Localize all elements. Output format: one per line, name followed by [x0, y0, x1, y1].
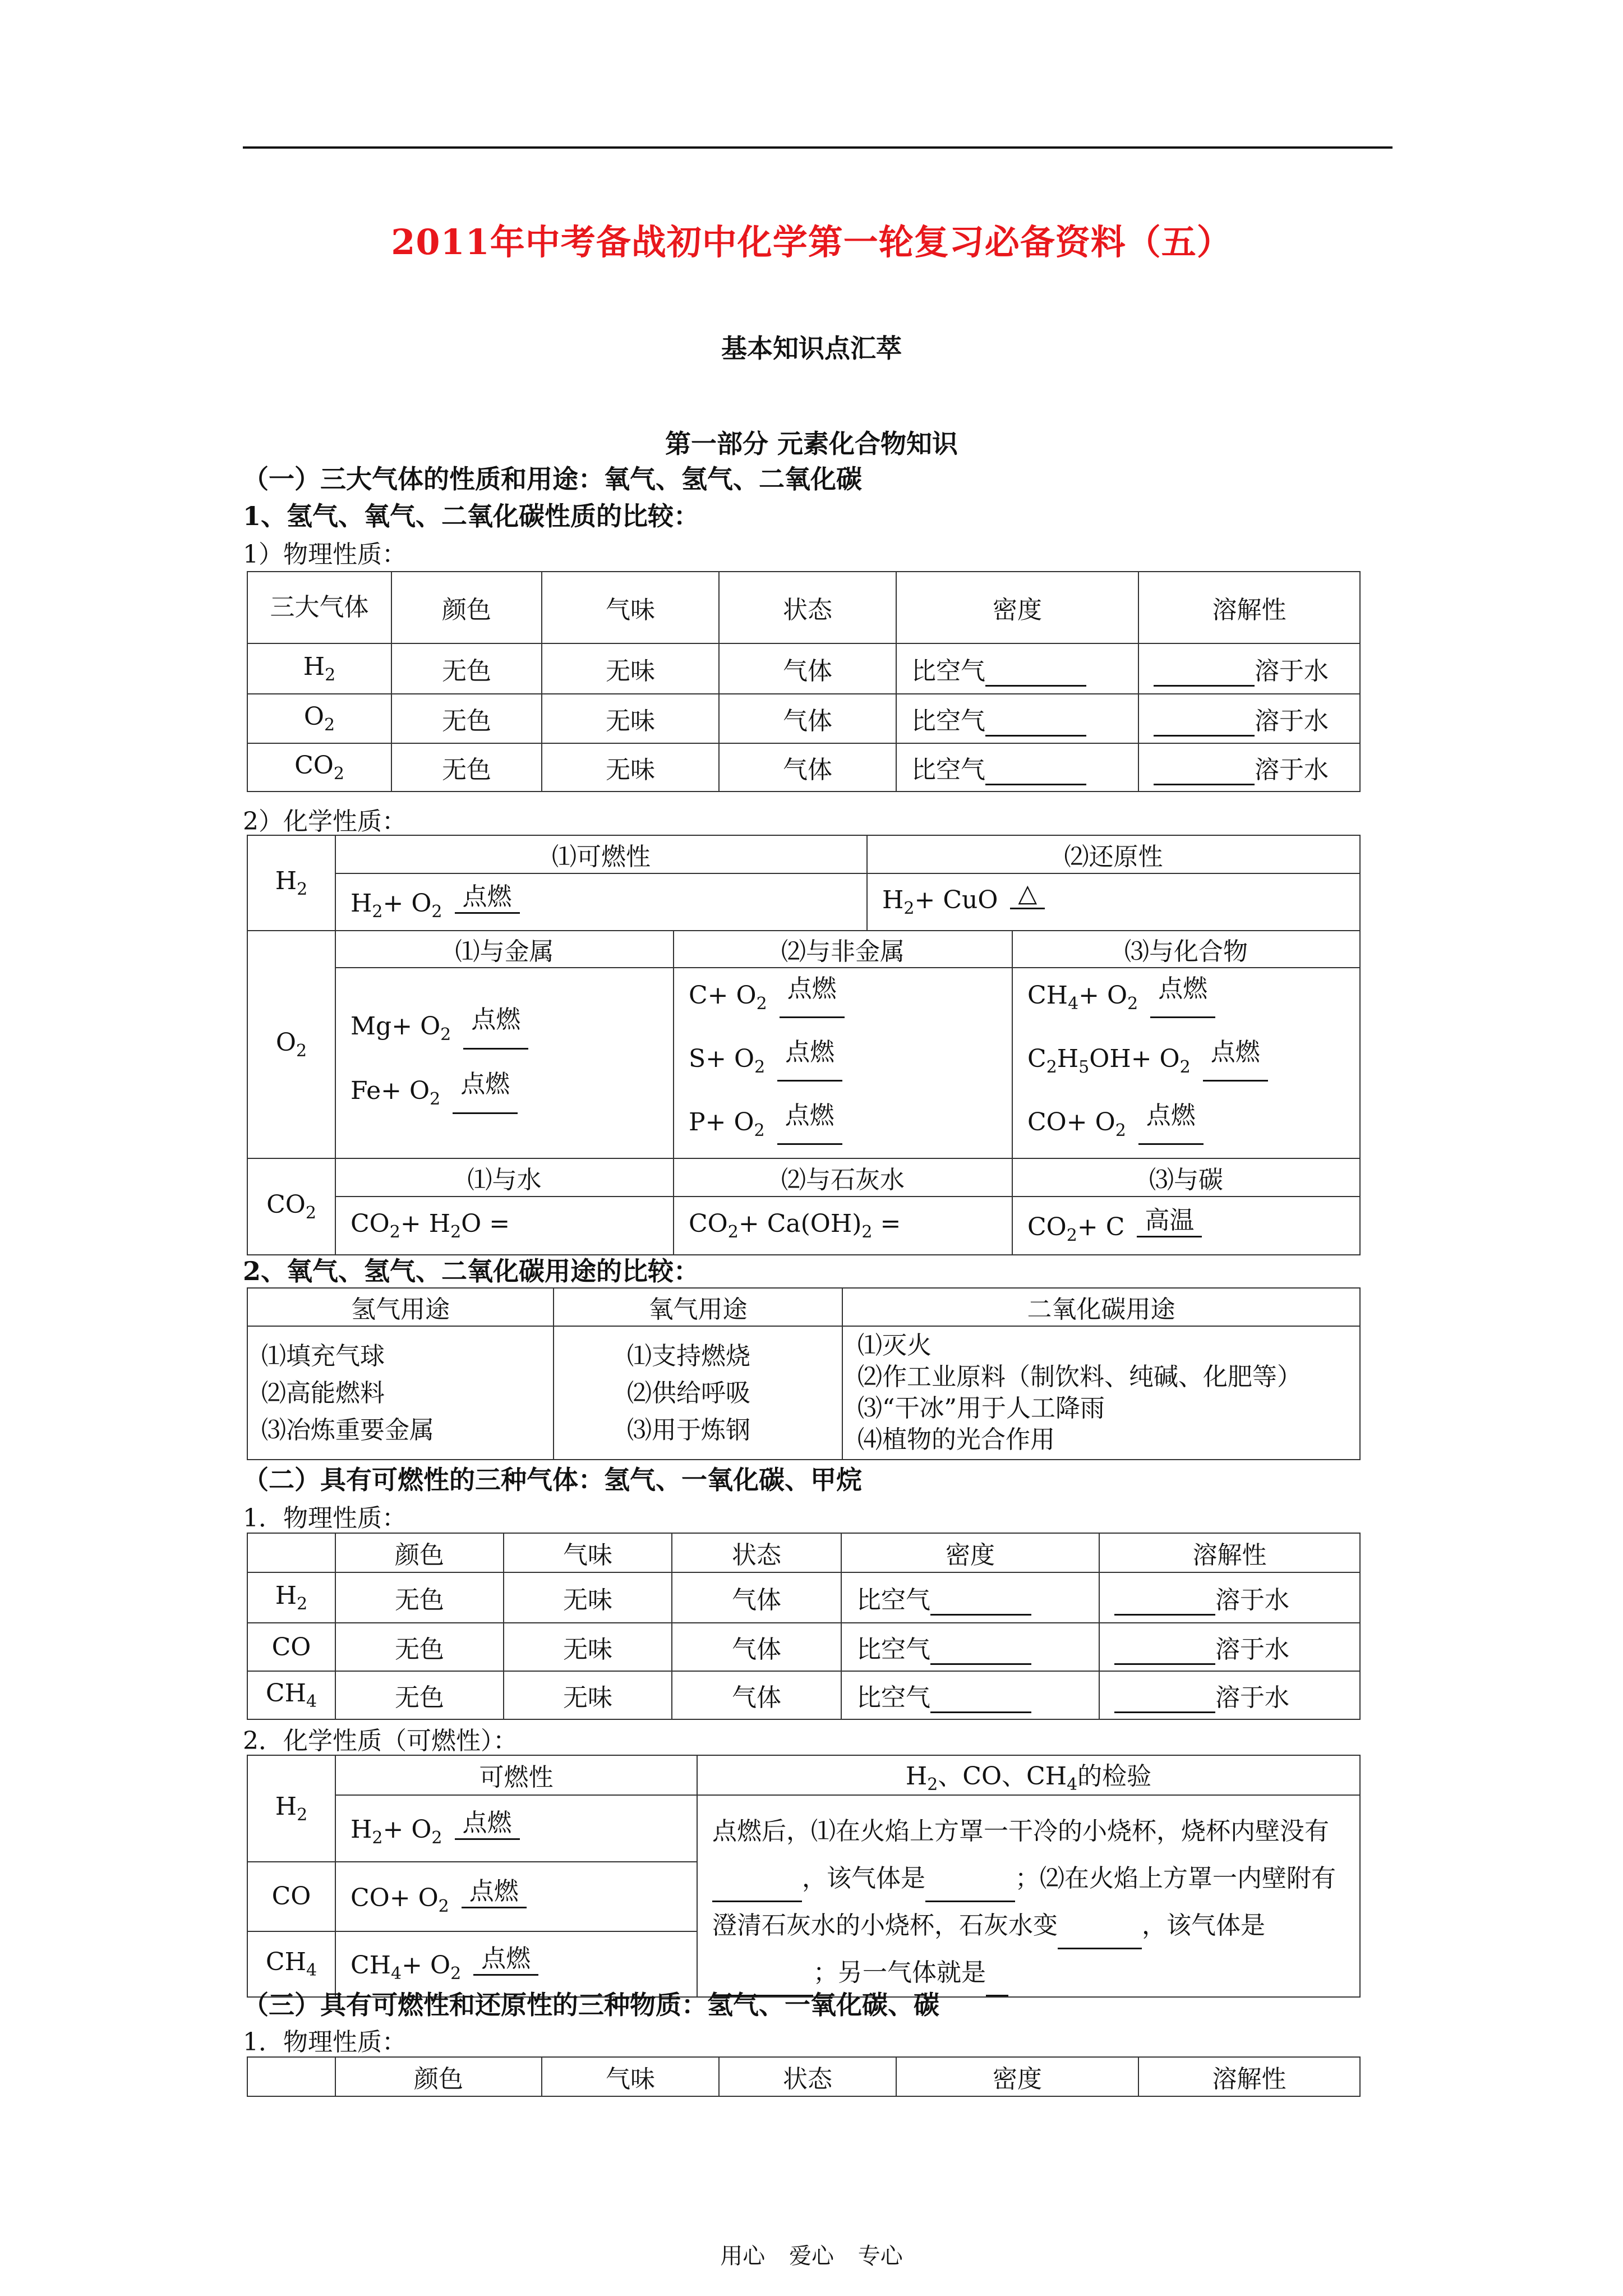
gas-cell: $H_2$	[247, 1755, 335, 1862]
list-item: ⑴支持燃烧	[627, 1342, 750, 1370]
solubility-cell: 溶于水	[1138, 694, 1360, 743]
part-title: 第一部分 元素化合物知识	[665, 429, 958, 459]
column-header: 密度	[896, 572, 1138, 643]
gas-cell: $O_2$	[247, 694, 391, 743]
state-cell: 气体	[672, 1671, 841, 1719]
reducibility-header: ⑵还原性	[867, 835, 1360, 873]
co-combustion-equation: $CO+ O_2$ 点燃	[335, 1862, 697, 1931]
table-row	[247, 1572, 1360, 1623]
column-header	[247, 1533, 335, 1572]
density-cell: 比空气	[841, 1623, 1099, 1671]
column-header: 溶解性	[1099, 1533, 1360, 1572]
h2-combustion-equation: $H_2+ O_2$ 点燃	[335, 873, 867, 931]
column-header: 气味	[542, 572, 719, 643]
answer-blank[interactable]	[1114, 1689, 1215, 1713]
gas-cell: $CH_4$	[247, 1671, 335, 1719]
state-cell: 气体	[672, 1572, 841, 1623]
list-item: ⑴填充气球	[261, 1342, 385, 1370]
answer-blank[interactable]	[1154, 662, 1255, 687]
gas-cell: CO	[247, 1862, 335, 1931]
solubility-cell: 溶于水	[1099, 1623, 1360, 1671]
answer-blank[interactable]	[985, 761, 1086, 785]
subtitle: 基本知识点汇萃	[721, 333, 902, 364]
flammability-header: ⑴可燃性	[335, 835, 867, 873]
o2-uses-cell	[554, 1326, 842, 1460]
solubility-cell: 溶于水	[1138, 743, 1360, 792]
with-water-header: ⑴与水	[335, 1158, 674, 1197]
co2-limewater-equation: $CO_2+ Ca(OH)_2$ =	[674, 1197, 1012, 1255]
answer-blank[interactable]	[985, 662, 1086, 687]
chem-table-1	[247, 835, 1361, 1255]
chem-label-1: 2）化学性质：	[243, 807, 407, 836]
table-row	[247, 694, 1360, 743]
phys-table-3	[247, 2056, 1361, 2097]
list-item: ⑴灭火	[857, 1331, 932, 1360]
answer-blank[interactable]	[1154, 712, 1255, 737]
column-header: 密度	[896, 2057, 1138, 2096]
gas-cell: $H_2$	[247, 835, 335, 931]
answer-blank[interactable]	[985, 712, 1086, 737]
state-cell: 气体	[719, 694, 896, 743]
gas-cell: $CH_4$	[247, 1931, 335, 1997]
column-header: 状态	[719, 572, 896, 643]
co2-uses-cell	[842, 1326, 1360, 1460]
density-cell: 比空气	[896, 694, 1138, 743]
state-cell: 气体	[719, 743, 896, 792]
subsection-heading-1-2: 2、氧气、氢气、二氧化碳用途的比较：	[243, 1256, 700, 1286]
with-limewater-header: ⑵与石灰水	[674, 1158, 1012, 1197]
with-nonmetal-header: ⑵与非金属	[674, 931, 1012, 968]
phys-table-1	[247, 571, 1361, 792]
list-item: ⑵供给呼吸	[627, 1379, 750, 1407]
gas-cell: $H_2$	[247, 643, 391, 694]
column-header: 二氧化碳用途	[842, 1288, 1360, 1326]
table-header-row	[247, 572, 1360, 643]
column-header: 溶解性	[1138, 572, 1360, 643]
list-item: ⑶冶炼重要金属	[261, 1416, 434, 1444]
flammability-table	[247, 1755, 1361, 1998]
column-header: 颜色	[391, 572, 542, 643]
smell-cell: 无味	[504, 1572, 672, 1623]
page-footer: 用心 爱心 专心	[720, 2243, 903, 2269]
phys-label-1: 1）物理性质：	[243, 540, 407, 569]
with-compound-header: ⑶与化合物	[1012, 931, 1360, 968]
gas-cell: $O_2$	[247, 931, 335, 1158]
answer-blank[interactable]	[1114, 1641, 1215, 1665]
smell-cell: 无味	[504, 1623, 672, 1671]
smell-cell: 无味	[542, 694, 719, 743]
answer-blank[interactable]	[925, 1878, 1015, 1902]
answer-blank[interactable]	[1114, 1591, 1215, 1616]
smell-cell: 无味	[542, 743, 719, 792]
flammability-header: 可燃性	[335, 1755, 697, 1795]
list-item: ⑷植物的光合作用	[857, 1425, 1055, 1454]
column-header: 气味	[504, 1533, 672, 1572]
column-header	[247, 2057, 335, 2096]
answer-blank[interactable]	[712, 1878, 802, 1902]
answer-blank[interactable]	[930, 1641, 1031, 1665]
color-cell: 无色	[335, 1572, 504, 1623]
color-cell: 无色	[391, 743, 542, 792]
list-item: ⑵作工业原料（制饮料、纯碱、化肥等）	[857, 1363, 1302, 1391]
gas-cell: CO	[247, 1623, 335, 1671]
density-cell: 比空气	[896, 743, 1138, 792]
density-cell: 比空气	[841, 1671, 1099, 1719]
column-header: 溶解性	[1138, 2057, 1360, 2096]
state-cell: 气体	[672, 1623, 841, 1671]
answer-blank[interactable]	[930, 1689, 1031, 1713]
list-item: ⑶“干冰”用于人工降雨	[857, 1394, 1105, 1423]
smell-cell: 无味	[542, 643, 719, 694]
color-cell: 无色	[335, 1671, 504, 1719]
metal-equations: $Mg+ O_2$ 点燃 $Fe+ O_2$ 点燃	[335, 968, 674, 1158]
column-header: 状态	[672, 1533, 841, 1572]
column-header: 氢气用途	[247, 1288, 554, 1326]
column-header: 颜色	[335, 2057, 542, 2096]
table-row	[247, 743, 1360, 792]
gas-cell: $CO_2$	[247, 743, 391, 792]
table-row	[247, 643, 1360, 694]
phys-label-3: 1．物理性质：	[243, 2028, 407, 2056]
ch4-combustion-equation: $CH_4+ O_2$ 点燃	[335, 1931, 697, 1997]
color-cell: 无色	[335, 1623, 504, 1671]
state-cell: 气体	[719, 643, 896, 694]
column-header: 三大气体	[247, 572, 391, 643]
answer-blank[interactable]	[1058, 1925, 1142, 1949]
test-header: $H_2$、CO、$CH_4$的检验	[697, 1755, 1360, 1795]
nonmetal-equations: $C+ O_2$ 点燃 $S+ O_2$ 点燃 $P+ O_2$ 点燃	[674, 968, 1012, 1158]
answer-blank[interactable]	[1154, 761, 1255, 785]
table-row	[247, 1623, 1360, 1671]
color-cell: 无色	[391, 643, 542, 694]
chem-label-2: 2．化学性质（可燃性）：	[243, 1727, 518, 1755]
solubility-cell: 溶于水	[1138, 643, 1360, 694]
answer-blank[interactable]	[986, 1972, 1008, 1996]
co2-water-equation: $CO_2+ H_2O$ =	[335, 1197, 674, 1255]
h2-reduction-equation: $H_2+$ CuO △	[867, 873, 1360, 931]
list-item: ⑵高能燃料	[261, 1379, 385, 1407]
with-carbon-header: ⑶与碳	[1012, 1158, 1360, 1197]
gas-cell: $CO_2$	[247, 1158, 335, 1255]
compound-equations: $CH_4+ O_2$ 点燃 $C_2H_5OH+ O_2$ 点燃 $CO+ O_2$ 点燃	[1012, 968, 1360, 1158]
gas-cell: $H_2$	[247, 1572, 335, 1623]
solubility-cell: 溶于水	[1099, 1572, 1360, 1623]
column-header: 密度	[841, 1533, 1099, 1572]
section-heading-3: （三）具有可燃性和还原性的三种物质：氢气、一氧化碳、碳	[243, 1990, 939, 2020]
column-header: 状态	[719, 2057, 896, 2096]
section-heading-1: （一）三大气体的性质和用途：氧气、氢气、二氧化碳	[243, 464, 862, 494]
column-header: 氧气用途	[554, 1288, 842, 1326]
column-header: 气味	[542, 2057, 719, 2096]
section-heading-2: （二）具有可燃性的三种气体：氢气、一氧化碳、甲烷	[243, 1465, 862, 1495]
co2-carbon-equation: $CO_2+ C$ 高温	[1012, 1197, 1360, 1255]
color-cell: 无色	[391, 694, 542, 743]
phys-label-2: 1．物理性质：	[243, 1504, 407, 1533]
list-item: ⑶用于炼钢	[627, 1416, 750, 1444]
answer-blank[interactable]	[930, 1591, 1031, 1616]
uses-table	[247, 1287, 1361, 1460]
table-row	[247, 1671, 1360, 1719]
column-header: 颜色	[335, 1533, 504, 1572]
h2-combustion-equation: $H_2+ O_2$ 点燃	[335, 1795, 697, 1862]
phys-table-2	[247, 1533, 1361, 1720]
test-method-text: 点燃后，⑴在火焰上方罩一干冷的小烧杯，烧杯内壁没有，该气体是 ；⑵在火焰上方罩一内壁附有澄清石灰水的小烧杯，石灰水变 ，该气体是；另一气体就是	[697, 1795, 1360, 1997]
h2-uses-cell	[247, 1326, 554, 1460]
solubility-cell: 溶于水	[1099, 1671, 1360, 1719]
header-rule	[243, 146, 1393, 149]
smell-cell: 无味	[504, 1671, 672, 1719]
with-metal-header: ⑴与金属	[335, 931, 674, 968]
density-cell: 比空气	[841, 1572, 1099, 1623]
subsection-heading-1-1: 1、氢气、氧气、二氧化碳性质的比较：	[243, 501, 700, 531]
document-title: 2011年中考备战初中化学第一轮复习必备资料（五）	[391, 222, 1232, 263]
density-cell: 比空气	[896, 643, 1138, 694]
